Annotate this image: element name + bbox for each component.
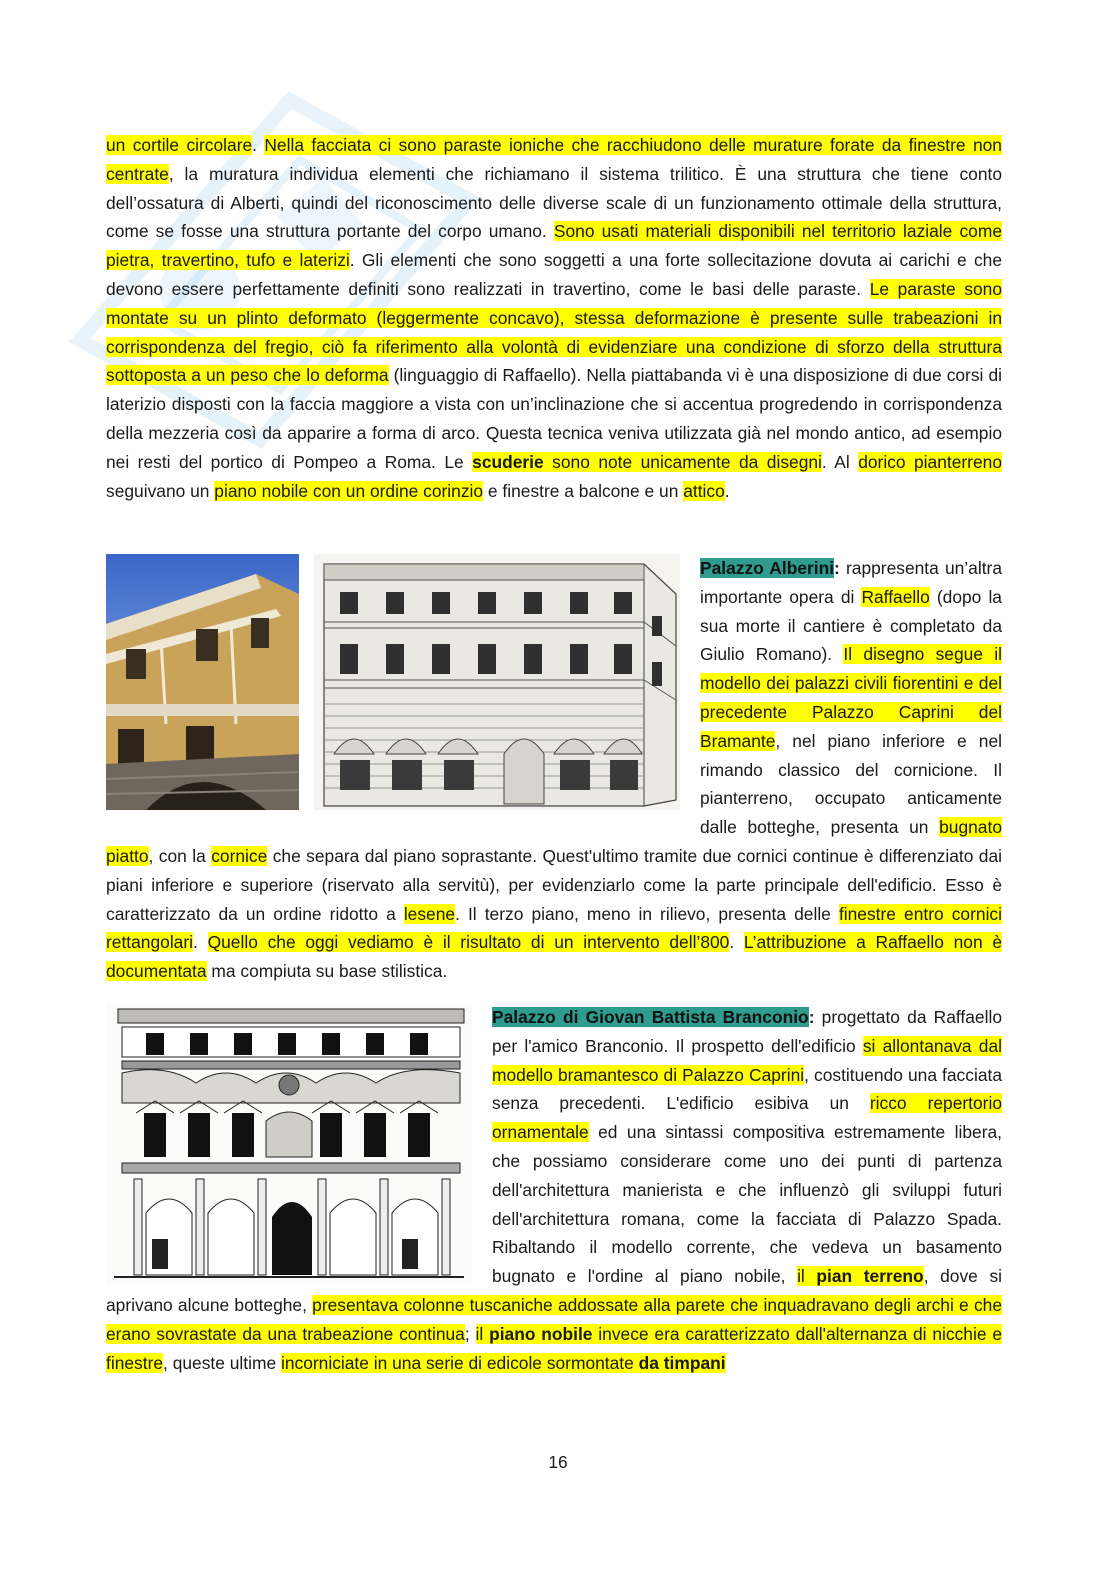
text-run: Raffaello (861, 586, 930, 607)
text-run: , costituendo una facciata senza precedenti. L'edificio esibiva un (492, 1064, 1002, 1114)
text-run: , la muratura individua elementi che richiamano il sistema trilitico. È una struttura che tiene conto dell’ossatura di Alberti, quindi del riconoscimento delle diverse scale di un funzionamento ottimale della struttura, come se fosse una struttura portante del corpo umano. (106, 163, 1002, 242)
text-run: : (808, 1007, 815, 1027)
text-run: . (724, 480, 730, 501)
text-run: ma compiuta su base stilistica. (206, 961, 448, 982)
text-run: bugnato piatto (106, 817, 1002, 866)
text-run: . (252, 135, 265, 155)
text-run: si allontanava dal modello bramantesco di Palazzo Caprini (492, 1035, 1002, 1085)
text-run: e finestre a balcone e un (483, 480, 684, 501)
text-run: L’attribuzione a Raffaello non è documentata (106, 932, 1003, 982)
text-run: seguivano un (106, 480, 215, 501)
alberini-figures (106, 554, 680, 810)
paragraph-palazzo-branconio (106, 1003, 1002, 1377)
text-run: rappresenta un’altra importante opera di (700, 558, 1003, 607)
text-run: . Al (821, 451, 859, 472)
text-run: da timpani (638, 1352, 726, 1373)
branconio-engraving (106, 1003, 472, 1285)
text-run: Palazzo Alberini (700, 558, 835, 578)
text-run: Il disegno segue il modello dei palazzi civili fiorentini e del precedente Palazzo Caprini del Bramante (700, 644, 1003, 751)
text-run: scuderie (472, 451, 544, 472)
text-run: incorniciate in una serie di edicole sormontate (280, 1352, 639, 1373)
text-run: dorico pianterreno (858, 451, 1002, 472)
text-run: . (729, 932, 744, 953)
text-run: Palazzo di Giovan Battista Branconio (492, 1007, 809, 1027)
text-run: progettato da Raffaello per l'amico Branconio. Il prospetto dell'edificio (492, 1007, 1003, 1056)
text-run: attico (683, 480, 725, 501)
text-run: . Gli elementi che sono soggetti a una forte sollecitazione dovuta ai carichi e che devono essere perfettamente definiti sono realizzati in travertino, come le basi delle paraste. (106, 250, 1002, 299)
text-run: piano nobile (489, 1323, 593, 1344)
text-run: cornice (211, 845, 268, 866)
alberini-photo (106, 554, 680, 810)
paragraph-cortile (106, 131, 1002, 505)
text-run: un cortile circolare (106, 135, 253, 155)
text-run: invece era caratterizzato dall'alternanza di nicchie e finestre (106, 1323, 1003, 1373)
text-run: Quello che oggi vediamo è il risultato di un intervento dell’800 (207, 932, 730, 953)
text-run: , nel piano inferiore e nel rimando classico del cornicione. Il pianterreno, occupato anticamente dalle botteghe, presenta un (700, 730, 1002, 838)
text-run: , con la (148, 845, 212, 866)
text-run: piano nobile con un ordine corinzio (214, 480, 484, 501)
text-run: pian terreno (816, 1266, 924, 1287)
text-run: il (797, 1266, 817, 1287)
text-run: presentava colonne tuscaniche addossate alla parete che inquadravano degli archi e che erano sovrastate da una trabeazione continua (106, 1294, 1002, 1344)
text-run: Le paraste sono montate su un plinto deformato (leggermente concavo), stessa deformazione è presente sulle trabeazioni in corrispondenza del fregio, ciò fa riferimento alla volontà di evidenziare una condizione di sforzo della struttura sottoposta a un peso che lo deforma (106, 278, 1002, 386)
text-run: lesene (403, 903, 456, 924)
text-run: . (193, 932, 208, 953)
text-run: Nella facciata ci sono paraste ioniche che racchiudono delle murature forate da finestre non centrate (106, 135, 1002, 184)
text-run: ed una sintassi compositiva estremamente libera, che possiamo considerare come uno dei punti di partenza dell'architettura manierista e che influenzò gli sviluppi futuri dell'architettura romana, come la facciata di Palazzo Spada. Ribaltando il modello corrente, che vedeva un basamento bugnato e l'ordine al piano nobile, (492, 1122, 1002, 1287)
text-run: che separa dal piano soprastante. Quest'ultimo tramite due cornici continue è differenziato dai piani inferiore e superiore (riservato alla servitù), per evidenziarlo come la parte principale dell'edificio. Esso è caratterizzato da un ordine ridotto a (106, 845, 1002, 924)
text-run: , queste ultime (163, 1352, 281, 1373)
text-run: (dopo la sua morte il cantiere è completato da Giulio Romano). (700, 586, 1002, 665)
text-run: ricco repertorio ornamentale (492, 1093, 1003, 1143)
text-run: : (834, 558, 840, 578)
text-run: Sono usati materiali disponibili nel territorio laziale come pietra, travertino, tufo e laterizi (106, 221, 1002, 271)
text-run: sono note unicamente da disegni (543, 451, 822, 472)
text-run: finestre entro cornici rettangolari (106, 903, 1002, 953)
text-run: . Il terzo piano, meno in rilievo, presenta delle (455, 903, 839, 924)
text-run: (linguaggio di Raffaello). Nella piattabanda vi è una disposizione di due corsi di laterizio disposti con la faccia maggiore a vista con un’inclinazione che si accentua progredendo in corrispondenza della mezzeria così da apparire a forma di arco. Questa tecnica veniva utilizzata già nel mondo antico, ad esempio nei resti del portico di Pompeo a Roma. Le (106, 365, 1002, 472)
page-number: 16 (548, 1452, 568, 1472)
text-run: ; (464, 1323, 476, 1344)
paragraph-palazzo-alberini (106, 554, 1002, 986)
text-run: , dove si aprivano alcune botteghe, (106, 1266, 1003, 1315)
branconio-figure (106, 1003, 472, 1285)
text-run: il (475, 1323, 490, 1344)
